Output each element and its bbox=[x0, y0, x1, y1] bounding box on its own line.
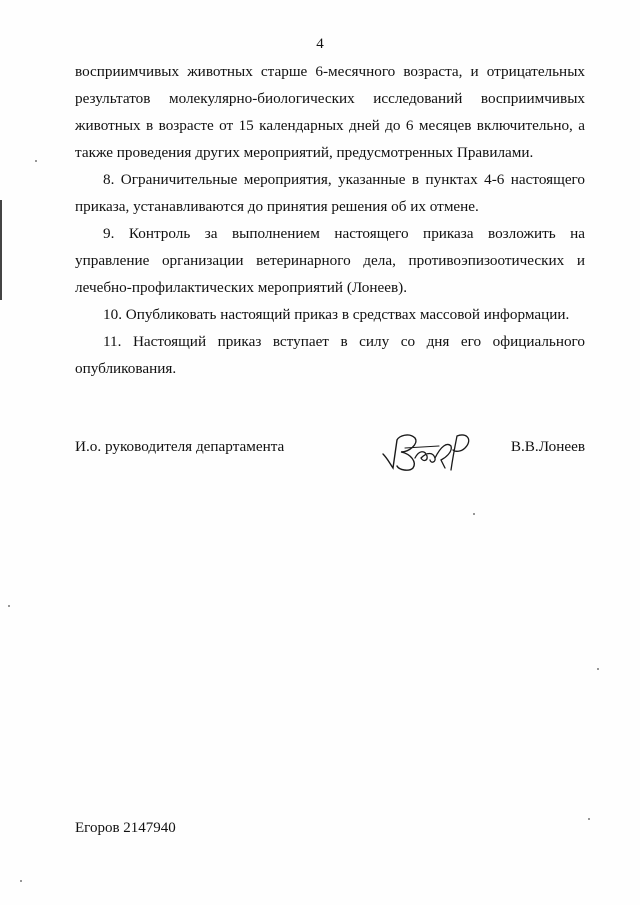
paragraph-item-11: 11. Настоящий приказ вступает в силу со дня его официального опубликования. bbox=[75, 333, 585, 377]
scan-speck bbox=[473, 513, 475, 515]
handwritten-signature bbox=[375, 428, 485, 478]
scan-edge-mark bbox=[0, 200, 2, 300]
document-body bbox=[75, 58, 585, 382]
signatory-position: И.о. руководителя департамента bbox=[75, 438, 285, 455]
page-number: 4 bbox=[316, 36, 324, 52]
executor-line: Егоров 2147940 bbox=[75, 820, 176, 836]
scan-speck bbox=[35, 160, 37, 162]
paragraph-item-10: 10. Опубликовать настоящий приказ в средствах массовой информации. bbox=[103, 306, 570, 323]
paragraph-item-8: 8. Ограничительные мероприятия, указанные в пунктах 4-6 настоящего приказа, устанавливаются до принятия решения об их отмене. bbox=[75, 171, 585, 215]
scan-speck bbox=[588, 818, 590, 820]
scan-speck bbox=[8, 605, 10, 607]
signatory-name: В.В.Лонеев bbox=[510, 438, 585, 455]
scan-speck bbox=[597, 668, 599, 670]
paragraph-item-9: 9. Контроль за выполнением настоящего приказа возложить на управление организации ветеринарного дела, противоэпизоотических и лечебно-профилактических мероприятий (Лонеев). bbox=[75, 225, 585, 296]
scan-speck bbox=[20, 880, 22, 882]
paragraph-continuation: восприимчивых животных старше 6-месячного возраста, и отрицательных результатов молекулярно-биологических исследований восприимчивых животных в возрасте от 15 календарных дней до 6 месяцев включительно, а также проведения других мероприятий, предусмотренных Правилами. bbox=[75, 63, 585, 161]
signature-block bbox=[75, 428, 585, 478]
